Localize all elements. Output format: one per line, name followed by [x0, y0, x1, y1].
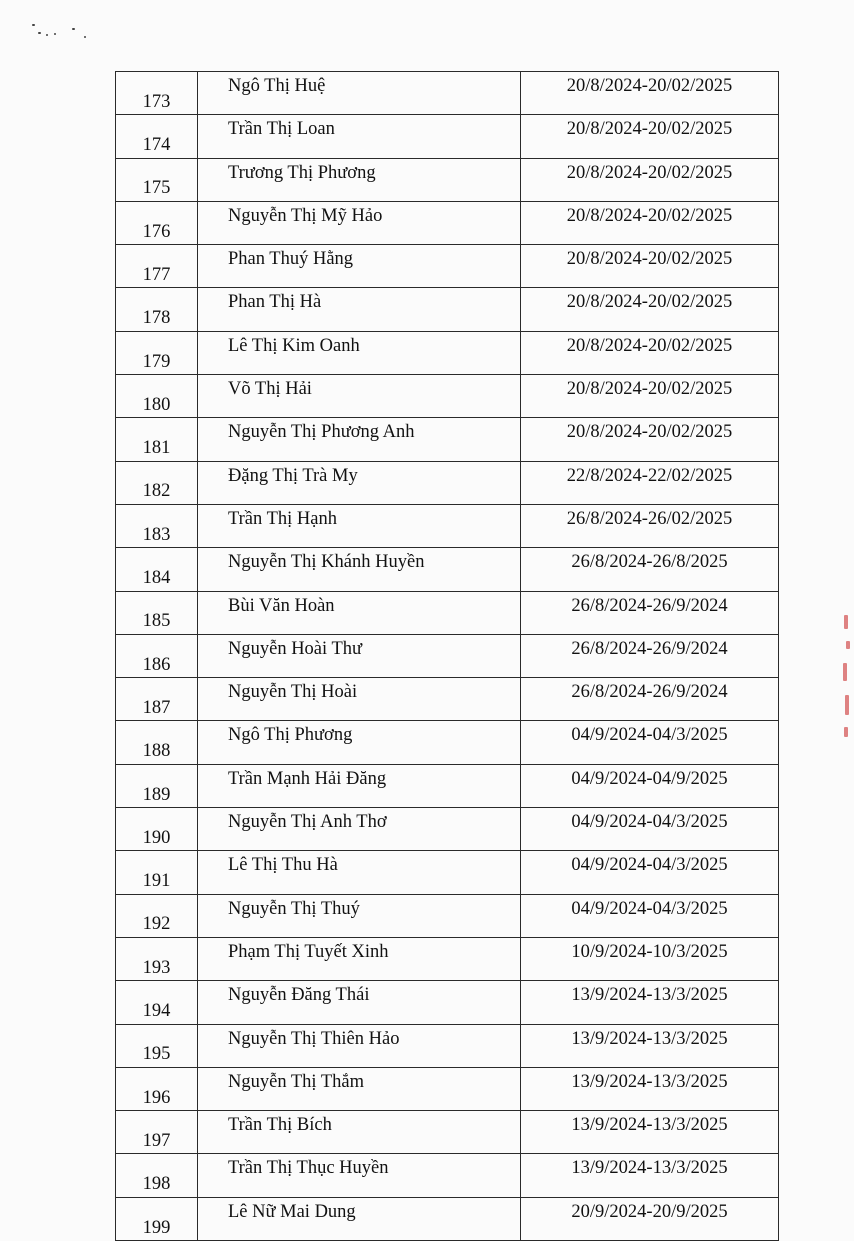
- table-row: [116, 1197, 779, 1240]
- person-name-cell: Bùi Văn Hoàn: [198, 591, 521, 634]
- stamp-fragment: [843, 663, 847, 681]
- speck: [46, 34, 48, 36]
- table-row: [116, 591, 779, 634]
- date-range-cell: 13/9/2024-13/3/2025: [521, 1154, 779, 1197]
- row-number-cell: 186: [116, 634, 198, 677]
- date-range-cell: 20/8/2024-20/02/2025: [521, 331, 779, 374]
- table-row: [116, 981, 779, 1024]
- table-row: [116, 808, 779, 851]
- table-row: [116, 245, 779, 288]
- person-name-cell: Ngô Thị Huệ: [198, 72, 521, 115]
- table-row: [116, 678, 779, 721]
- row-number-cell: 177: [116, 245, 198, 288]
- person-name-cell: Nguyễn Thị Khánh Huyền: [198, 548, 521, 591]
- person-name-cell: Nguyễn Thị Phương Anh: [198, 418, 521, 461]
- date-range-cell: 04/9/2024-04/3/2025: [521, 851, 779, 894]
- row-number-cell: 197: [116, 1111, 198, 1154]
- table-row: [116, 504, 779, 547]
- date-range-cell: 20/8/2024-20/02/2025: [521, 288, 779, 331]
- date-range-cell: 26/8/2024-26/02/2025: [521, 504, 779, 547]
- records-table-container: [115, 71, 745, 1241]
- scan-specks: [28, 22, 98, 62]
- person-name-cell: Lê Nữ Mai Dung: [198, 1197, 521, 1240]
- row-number-cell: 194: [116, 981, 198, 1024]
- person-name-cell: Trần Thị Loan: [198, 115, 521, 158]
- person-name-cell: Nguyễn Hoài Thư: [198, 634, 521, 677]
- table-row: [116, 851, 779, 894]
- row-number-cell: 173: [116, 72, 198, 115]
- row-number-cell: 184: [116, 548, 198, 591]
- date-range-cell: 20/8/2024-20/02/2025: [521, 115, 779, 158]
- person-name-cell: Trần Thị Bích: [198, 1111, 521, 1154]
- date-range-cell: 10/9/2024-10/3/2025: [521, 937, 779, 980]
- row-number-cell: 192: [116, 894, 198, 937]
- table-row: [116, 115, 779, 158]
- person-name-cell: Nguyễn Thị Anh Thơ: [198, 808, 521, 851]
- table-row: [116, 1111, 779, 1154]
- date-range-cell: 26/8/2024-26/8/2025: [521, 548, 779, 591]
- row-number-cell: 199: [116, 1197, 198, 1240]
- date-range-cell: 26/8/2024-26/9/2024: [521, 678, 779, 721]
- person-name-cell: Ngô Thị Phương: [198, 721, 521, 764]
- row-number-cell: 179: [116, 331, 198, 374]
- red-stamp-edge: [842, 615, 852, 745]
- person-name-cell: Trần Thị Thục Huyền: [198, 1154, 521, 1197]
- person-name-cell: Nguyễn Thị Thắm: [198, 1067, 521, 1110]
- person-name-cell: Đặng Thị Trà My: [198, 461, 521, 504]
- table-row: [116, 288, 779, 331]
- row-number-cell: 181: [116, 418, 198, 461]
- row-number-cell: 188: [116, 721, 198, 764]
- row-number-cell: 185: [116, 591, 198, 634]
- table-row: [116, 548, 779, 591]
- table-row: [116, 331, 779, 374]
- table-row: [116, 634, 779, 677]
- person-name-cell: Võ Thị Hải: [198, 375, 521, 418]
- speck: [32, 24, 35, 26]
- date-range-cell: 26/8/2024-26/9/2024: [521, 591, 779, 634]
- person-name-cell: Nguyễn Đăng Thái: [198, 981, 521, 1024]
- records-table: [115, 71, 779, 1241]
- row-number-cell: 191: [116, 851, 198, 894]
- table-row: [116, 894, 779, 937]
- table-row: [116, 721, 779, 764]
- table-row: [116, 201, 779, 244]
- table-row: [116, 937, 779, 980]
- person-name-cell: Phan Thị Hà: [198, 288, 521, 331]
- date-range-cell: 13/9/2024-13/3/2025: [521, 1111, 779, 1154]
- person-name-cell: Nguyễn Thị Mỹ Hảo: [198, 201, 521, 244]
- person-name-cell: Phạm Thị Tuyết Xinh: [198, 937, 521, 980]
- speck: [54, 33, 56, 35]
- row-number-cell: 180: [116, 375, 198, 418]
- date-range-cell: 04/9/2024-04/9/2025: [521, 764, 779, 807]
- table-row: [116, 1024, 779, 1067]
- person-name-cell: Trần Mạnh Hải Đăng: [198, 764, 521, 807]
- person-name-cell: Trương Thị Phương: [198, 158, 521, 201]
- table-row: [116, 418, 779, 461]
- date-range-cell: 20/8/2024-20/02/2025: [521, 158, 779, 201]
- row-number-cell: 196: [116, 1067, 198, 1110]
- speck: [72, 28, 75, 30]
- date-range-cell: 13/9/2024-13/3/2025: [521, 1067, 779, 1110]
- row-number-cell: 198: [116, 1154, 198, 1197]
- row-number-cell: 182: [116, 461, 198, 504]
- person-name-cell: Lê Thị Thu Hà: [198, 851, 521, 894]
- date-range-cell: 13/9/2024-13/3/2025: [521, 981, 779, 1024]
- records-table-body: [116, 72, 779, 1241]
- person-name-cell: Nguyễn Thị Hoài: [198, 678, 521, 721]
- table-row: [116, 461, 779, 504]
- row-number-cell: 183: [116, 504, 198, 547]
- date-range-cell: 04/9/2024-04/3/2025: [521, 721, 779, 764]
- person-name-cell: Phan Thuý Hằng: [198, 245, 521, 288]
- stamp-fragment: [844, 615, 848, 629]
- date-range-cell: 22/8/2024-22/02/2025: [521, 461, 779, 504]
- date-range-cell: 20/8/2024-20/02/2025: [521, 375, 779, 418]
- row-number-cell: 187: [116, 678, 198, 721]
- table-row: [116, 375, 779, 418]
- person-name-cell: Lê Thị Kim Oanh: [198, 331, 521, 374]
- date-range-cell: 04/9/2024-04/3/2025: [521, 808, 779, 851]
- stamp-fragment: [844, 727, 848, 737]
- row-number-cell: 175: [116, 158, 198, 201]
- person-name-cell: Nguyễn Thị Thuý: [198, 894, 521, 937]
- table-row: [116, 1067, 779, 1110]
- date-range-cell: 26/8/2024-26/9/2024: [521, 634, 779, 677]
- date-range-cell: 20/8/2024-20/02/2025: [521, 72, 779, 115]
- table-row: [116, 72, 779, 115]
- row-number-cell: 193: [116, 937, 198, 980]
- table-row: [116, 1154, 779, 1197]
- person-name-cell: Trần Thị Hạnh: [198, 504, 521, 547]
- date-range-cell: 13/9/2024-13/3/2025: [521, 1024, 779, 1067]
- table-row: [116, 158, 779, 201]
- row-number-cell: 189: [116, 764, 198, 807]
- date-range-cell: 04/9/2024-04/3/2025: [521, 894, 779, 937]
- row-number-cell: 190: [116, 808, 198, 851]
- speck: [84, 36, 86, 38]
- date-range-cell: 20/8/2024-20/02/2025: [521, 245, 779, 288]
- stamp-fragment: [846, 641, 850, 649]
- row-number-cell: 178: [116, 288, 198, 331]
- row-number-cell: 174: [116, 115, 198, 158]
- row-number-cell: 195: [116, 1024, 198, 1067]
- table-row: [116, 764, 779, 807]
- stamp-fragment: [845, 695, 849, 715]
- person-name-cell: Nguyễn Thị Thiên Hảo: [198, 1024, 521, 1067]
- date-range-cell: 20/8/2024-20/02/2025: [521, 201, 779, 244]
- date-range-cell: 20/9/2024-20/9/2025: [521, 1197, 779, 1240]
- row-number-cell: 176: [116, 201, 198, 244]
- speck: [38, 32, 41, 34]
- date-range-cell: 20/8/2024-20/02/2025: [521, 418, 779, 461]
